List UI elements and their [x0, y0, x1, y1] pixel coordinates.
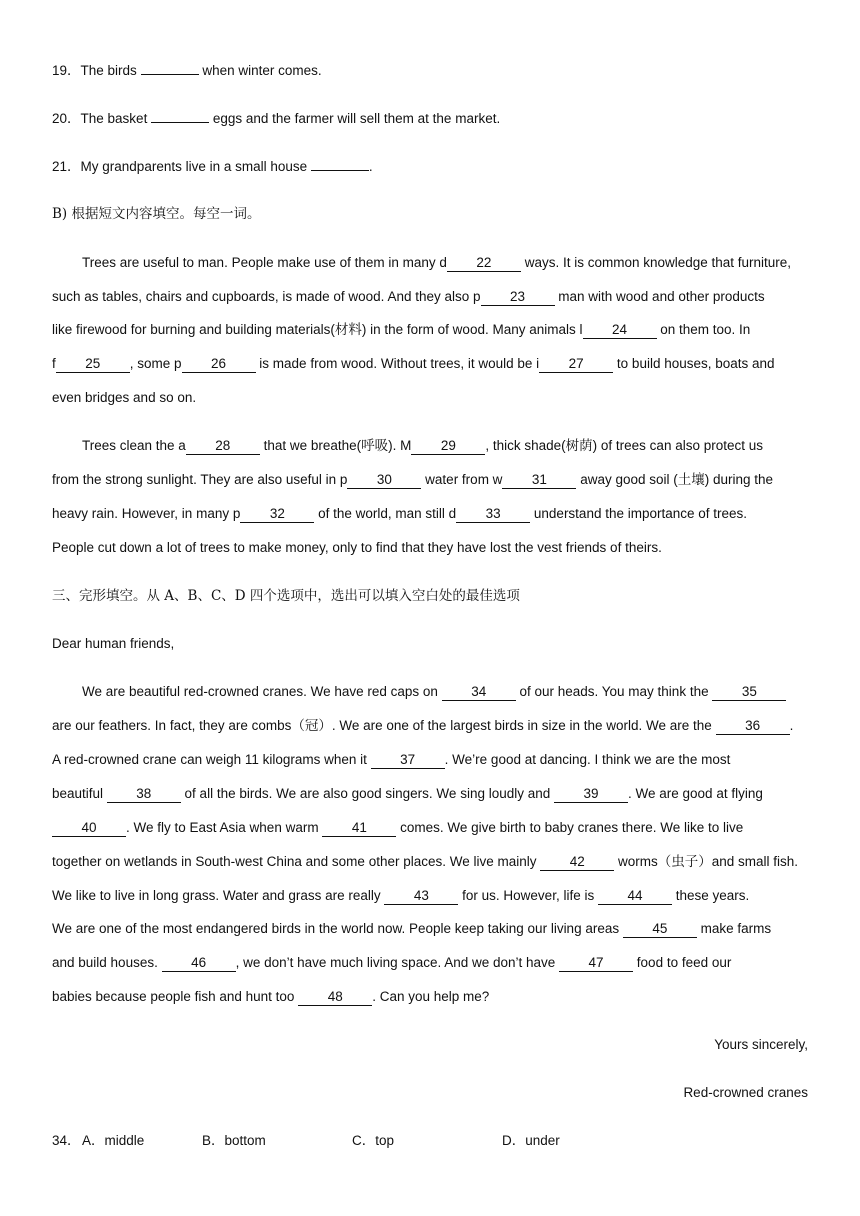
option-c[interactable]: C．top	[352, 1133, 395, 1148]
passage-line: We are one of the most endangered birds in the world now. People keep taking our living areas 45 make farms	[52, 921, 772, 936]
blank-35[interactable]: 35	[712, 684, 786, 701]
letter-signature: Red-crowned cranes	[683, 1085, 808, 1100]
blank-37[interactable]: 37	[371, 752, 445, 769]
passage-line: even bridges and so on.	[52, 390, 197, 405]
question-number: 21．	[52, 159, 81, 174]
blank-29[interactable]: 29	[411, 438, 485, 455]
blank-25[interactable]: 25	[56, 356, 130, 373]
blank-26[interactable]: 26	[182, 356, 256, 373]
blank-23[interactable]: 23	[481, 289, 555, 306]
blank-28[interactable]: 28	[186, 438, 260, 455]
option-b[interactable]: B．bottom	[202, 1133, 266, 1148]
blank-40[interactable]: 40	[52, 820, 126, 837]
blank-41[interactable]: 41	[322, 820, 396, 837]
answer-blank[interactable]	[311, 156, 369, 171]
blank-30[interactable]: 30	[347, 472, 421, 489]
option-a[interactable]: A．middle	[82, 1133, 145, 1148]
question-number: 34．	[52, 1133, 81, 1148]
passage-line: f 25 , some p 26 is made from wood. Without trees, it would be i 27 to build houses, boats and	[52, 356, 775, 371]
passage-line: beautiful 38 of all the birds. We are also good singers. We sing loudly and 39 . We are good at flying	[52, 786, 763, 801]
blank-33[interactable]: 33	[456, 506, 530, 523]
question-19: 19．The birds when winter comes.	[52, 60, 322, 81]
blank-43[interactable]: 43	[384, 888, 458, 905]
question-number: 19．	[52, 63, 81, 78]
blank-22[interactable]: 22	[447, 255, 521, 272]
blank-34[interactable]: 34	[442, 684, 516, 701]
section-b-heading: B) 根据短文内容填空。每空一词。	[52, 206, 261, 222]
question-20: 20．The basket eggs and the farmer will sell them at the market.	[52, 108, 500, 129]
passage-line: Trees clean the a 28 that we breathe(呼吸). M 29 , thick shade(树荫) of trees can also protect us	[82, 438, 763, 453]
option-d[interactable]: D．under	[502, 1133, 560, 1148]
answer-blank[interactable]	[141, 60, 199, 75]
passage-line: from the strong sunlight. They are also useful in p 30 water from w 31 away good soil (土壤) during the	[52, 472, 774, 487]
blank-31[interactable]: 31	[502, 472, 576, 489]
passage-line: Trees are useful to man. People make use of them in many d 22 ways. It is common knowledge that furniture,	[82, 255, 792, 270]
blank-42[interactable]: 42	[540, 854, 614, 871]
blank-48[interactable]: 48	[298, 989, 372, 1006]
passage-line: heavy rain. However, in many p 32 of the world, man still d 33 understand the importance of trees.	[52, 506, 748, 521]
answer-blank[interactable]	[151, 108, 209, 123]
passage-line: We are beautiful red-crowned cranes. We have red caps on 34 of our heads. You may think the 35	[52, 682, 786, 702]
passage-line: A red-crowned crane can weigh 11 kilograms when it 37 . We’re good at dancing. I think we are the most	[52, 752, 731, 767]
passage-line: babies because people fish and hunt too 48 . Can you help me?	[52, 989, 490, 1004]
question-34	[52, 1131, 812, 1151]
blank-38[interactable]: 38	[107, 786, 181, 803]
blank-44[interactable]: 44	[598, 888, 672, 905]
question-21: 21．My grandparents live in a small house .	[52, 156, 373, 177]
blank-45[interactable]: 45	[623, 921, 697, 938]
blank-39[interactable]: 39	[554, 786, 628, 803]
passage-line: like firewood for burning and building materials(材料) in the form of wood. Many animals l 24 on them too. In	[52, 322, 751, 337]
question-number: 20．	[52, 111, 81, 126]
blank-24[interactable]: 24	[583, 322, 657, 339]
passage-line: 40 . We fly to East Asia when warm 41 comes. We give birth to baby cranes there. We like to live	[52, 818, 743, 838]
section-3-heading: 三、完形填空。从 A、B、C、D 四个选项中，选出可以填入空白处的最佳选项	[52, 588, 520, 604]
passage-line: are our feathers. In fact, they are combs（冠）. We are one of the largest birds in size in the world. We are the 36 .	[52, 718, 794, 733]
passage-line: such as tables, chairs and cupboards, is made of wood. And they also p 23 man with wood and other products	[52, 289, 765, 304]
letter-greeting: Dear human friends,	[52, 636, 175, 651]
letter-closing: Yours sincerely,	[714, 1037, 808, 1052]
blank-47[interactable]: 47	[559, 955, 633, 972]
passage-line: together on wetlands in South-west China and some other places. We live mainly 42 worms（虫子）and small fish.	[52, 854, 799, 869]
passage-line: We like to live in long grass. Water and grass are really 43 for us. However, life is 44 these years.	[52, 888, 750, 903]
blank-36[interactable]: 36	[716, 718, 790, 735]
blank-32[interactable]: 32	[240, 506, 314, 523]
blank-46[interactable]: 46	[162, 955, 236, 972]
blank-27[interactable]: 27	[539, 356, 613, 373]
passage-line: and build houses. 46 , we don’t have much living space. And we don’t have 47 food to feed our	[52, 955, 732, 970]
passage-line: People cut down a lot of trees to make money, only to find that they have lost the vest friends of theirs.	[52, 540, 662, 555]
